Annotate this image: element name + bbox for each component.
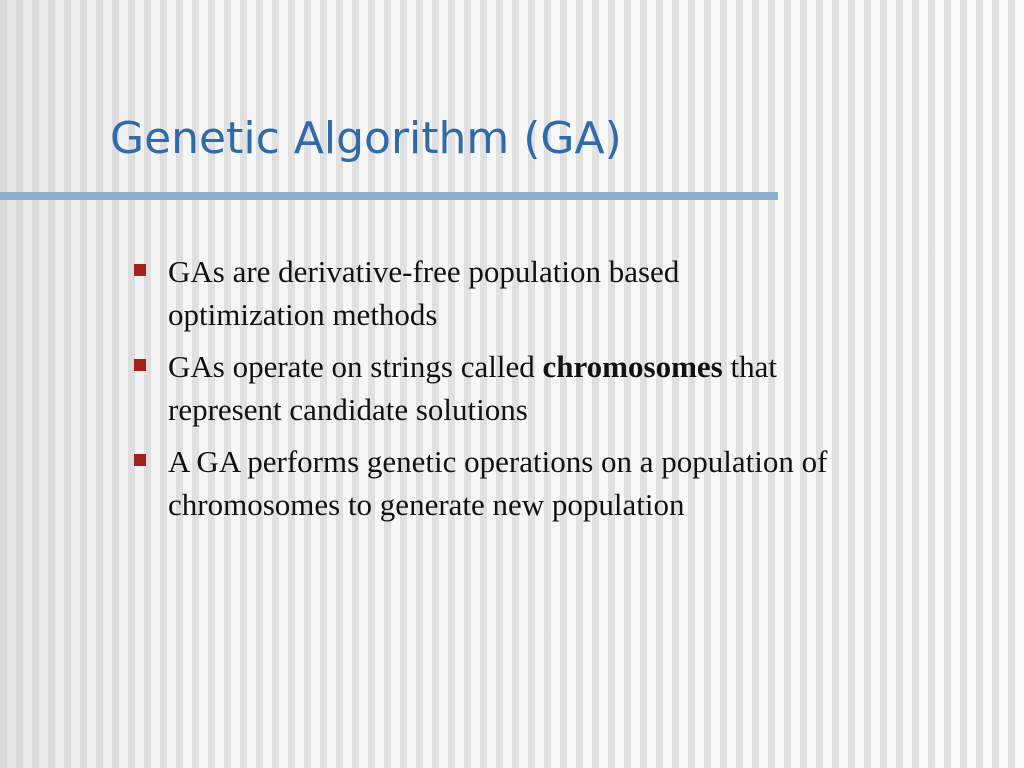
bullet-item — [130, 250, 990, 336]
bullet-item — [130, 440, 990, 526]
square-bullet-icon — [134, 454, 146, 466]
bullet-text-emphasis: chromosomes — [542, 349, 723, 384]
bullet-list — [130, 250, 990, 535]
bullet-text-segment: GAs operate on strings called — [168, 349, 543, 384]
bullet-text-line: represent candidate solutions — [168, 392, 528, 427]
bullet-text-line: chromosomes to generate new population — [168, 487, 685, 522]
bullet-text-segment: that — [722, 349, 777, 384]
square-bullet-icon — [134, 264, 146, 276]
bullet-item — [130, 345, 990, 431]
slide-title: Genetic Algorithm (GA) — [110, 113, 622, 164]
bullet-text-line: A GA performs genetic operations on a population of — [168, 444, 828, 479]
square-bullet-icon — [134, 359, 146, 371]
bullet-text-line: optimization methods — [168, 297, 438, 332]
title-underline — [0, 192, 778, 200]
bullet-text-line: GAs are derivative-free population based — [168, 254, 680, 289]
